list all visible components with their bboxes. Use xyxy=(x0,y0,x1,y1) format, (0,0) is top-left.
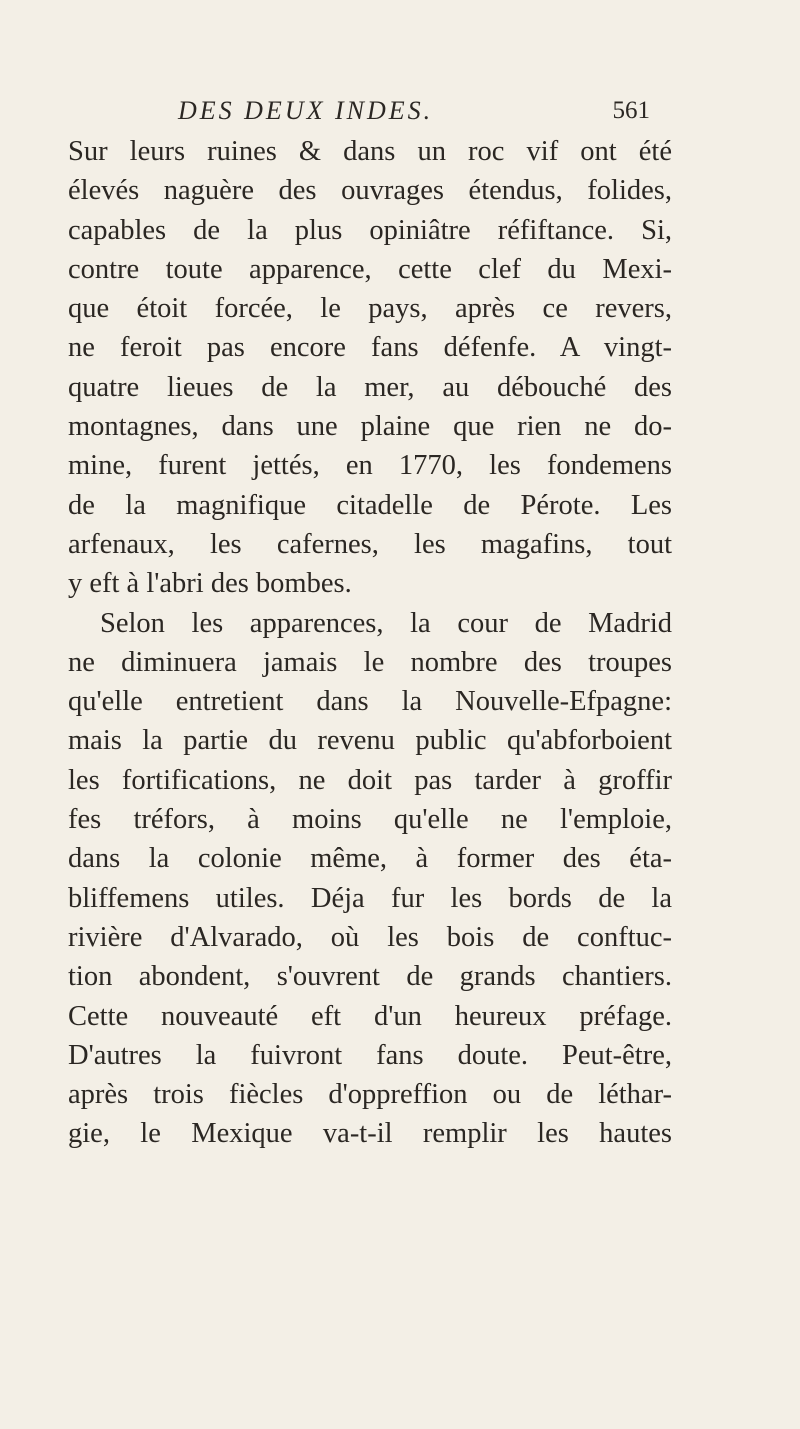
paragraph-end-line: y eft à l'abri des bombes. xyxy=(68,568,352,600)
text-line: que étoit forcée, le pays, après ce revers, xyxy=(68,293,672,325)
text-line: Cette nouveauté eft d'un heureux préfage. xyxy=(68,1000,672,1032)
text-line: Sur leurs ruines & dans un roc vif ont été xyxy=(68,136,672,167)
text-line: de la magnifique citadelle de Pérote. Les xyxy=(68,489,672,521)
text-line: rivière d'Alvarado, où les bois de conftuc- xyxy=(68,921,672,953)
text-line: D'autres la fuivront fans doute. Peut-être, xyxy=(68,1039,672,1071)
text-line: ne diminuera jamais le nombre des troupes xyxy=(68,646,672,678)
text-line: les fortifications, ne doit pas tarder à groffir xyxy=(68,764,672,796)
text-line: capables de la plus opiniâtre réfiftance. Si, xyxy=(68,214,672,246)
running-head-title: DES DEUX INDES. xyxy=(178,96,434,125)
text-line: tion abondent, s'ouvrent de grands chantiers. xyxy=(68,961,672,993)
paragraph-start-line: Selon les apparences, la cour de Madrid xyxy=(100,607,672,639)
body-text xyxy=(68,132,672,1154)
text-line: ne feroit pas encore fans défenfe. A vingt- xyxy=(68,332,672,364)
text-line: contre toute apparence, cette clef du Mexi- xyxy=(68,253,672,285)
text-line: fes tréfors, à moins qu'elle ne l'emploie, xyxy=(68,804,672,836)
text-line: qu'elle entretient dans la Nouvelle-Efpagne: xyxy=(68,686,672,718)
text-line: bliffemens utiles. Déja fur les bords de la xyxy=(68,882,672,914)
text-line: arfenaux, les cafernes, les magafins, tout xyxy=(68,528,672,560)
text-line: gie, le Mexique va-t-il remplir les hautes xyxy=(68,1118,672,1150)
text-line: mine, furent jettés, en 1770, les fondemens xyxy=(68,450,672,482)
running-head xyxy=(178,96,650,126)
text-line: montagnes, dans une plaine que rien ne do- xyxy=(68,411,672,443)
text-line: dans la colonie même, à former des éta- xyxy=(68,843,672,875)
text-line: mais la partie du revenu public qu'abforboient xyxy=(68,725,672,757)
page-number: 561 xyxy=(612,97,650,124)
text-line: après trois fiècles d'oppreffion ou de léthar- xyxy=(68,1079,672,1111)
text-line: quatre lieues de la mer, au débouché des xyxy=(68,371,672,403)
text-line: élevés naguère des ouvrages étendus, folides, xyxy=(68,175,672,207)
